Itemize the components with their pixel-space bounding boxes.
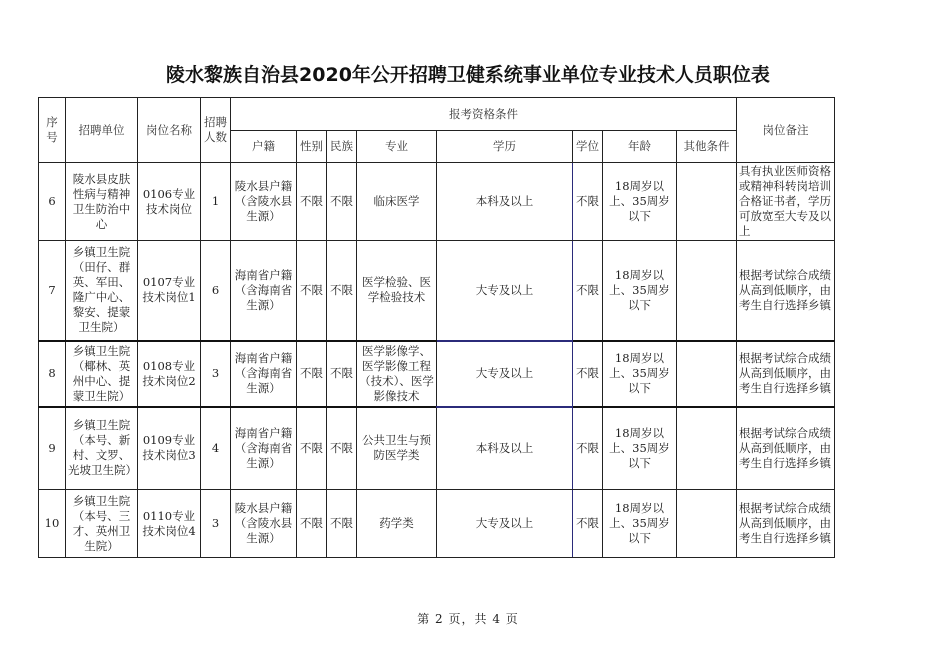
header-unit: 招聘单位	[66, 98, 138, 163]
cell-age: 18周岁以上、35周岁以下	[603, 490, 677, 558]
cell-gender: 不限	[297, 163, 327, 241]
cell-count: 3	[201, 341, 231, 407]
cell-education: 大专及以上	[437, 490, 573, 558]
cell-age: 18周岁以上、35周岁以下	[603, 341, 677, 407]
header-seq: 序号	[39, 98, 66, 163]
header-row-1	[39, 98, 835, 131]
document-title: 陵水黎族自治县2020年公开招聘卫健系统事业单位专业技术人员职位表	[166, 64, 770, 86]
cell-degree: 不限	[573, 341, 603, 407]
cell-degree: 不限	[573, 407, 603, 490]
cell-degree: 不限	[573, 490, 603, 558]
cell-count: 6	[201, 241, 231, 341]
cell-seq: 7	[39, 241, 66, 341]
cell-count: 1	[201, 163, 231, 241]
cell-other	[677, 490, 737, 558]
cell-major: 医学检验、医学检验技术	[357, 241, 437, 341]
cell-hukou: 海南省户籍（含海南省生源）	[231, 241, 297, 341]
cell-unit: 乡镇卫生院（本号、三才、英州卫生院）	[66, 490, 138, 558]
cell-other	[677, 407, 737, 490]
cell-ethnicity: 不限	[327, 163, 357, 241]
header-gender: 性别	[297, 131, 327, 163]
positions-table	[38, 97, 835, 558]
cell-ethnicity: 不限	[327, 407, 357, 490]
cell-hukou: 陵水县户籍（含陵水县生源）	[231, 490, 297, 558]
header-qualifications: 报考资格条件	[231, 98, 737, 131]
cell-education: 本科及以上	[437, 407, 573, 490]
cell-seq: 6	[39, 163, 66, 241]
cell-ethnicity: 不限	[327, 241, 357, 341]
cell-gender: 不限	[297, 241, 327, 341]
cell-remarks: 根据考试综合成绩从高到低顺序，由考生自行选择乡镇	[737, 341, 835, 407]
table-row	[39, 241, 835, 341]
cell-education: 大专及以上	[437, 241, 573, 341]
cell-major: 公共卫生与预防医学类	[357, 407, 437, 490]
cell-seq: 9	[39, 407, 66, 490]
cell-ethnicity: 不限	[327, 490, 357, 558]
cell-position: 0110专业技术岗位4	[138, 490, 201, 558]
cell-hukou: 海南省户籍（含海南省生源）	[231, 407, 297, 490]
page-footer: 第 2 页，共 4 页	[417, 612, 519, 626]
table-row	[39, 407, 835, 490]
header-other: 其他条件	[677, 131, 737, 163]
cell-major: 药学类	[357, 490, 437, 558]
cell-degree: 不限	[573, 163, 603, 241]
cell-gender: 不限	[297, 490, 327, 558]
cell-ethnicity: 不限	[327, 341, 357, 407]
cell-major: 医学影像学、医学影像工程（技术）、医学影像技术	[357, 341, 437, 407]
cell-unit: 乡镇卫生院（田仔、群英、军田、隆广中心、黎安、提蒙卫生院）	[66, 241, 138, 341]
header-hukou: 户籍	[231, 131, 297, 163]
cell-remarks: 根据考试综合成绩从高到低顺序，由考生自行选择乡镇	[737, 241, 835, 341]
cell-unit: 乡镇卫生院（本号、新村、文罗、光坡卫生院）	[66, 407, 138, 490]
cell-position: 0109专业技术岗位3	[138, 407, 201, 490]
cell-other	[677, 163, 737, 241]
cell-remarks: 具有执业医师资格或精神科转岗培训合格证书者，学历可放宽至大专及以上	[737, 163, 835, 241]
cell-other	[677, 241, 737, 341]
cell-gender: 不限	[297, 407, 327, 490]
cell-seq: 8	[39, 341, 66, 407]
header-education: 学历	[437, 131, 573, 163]
cell-other	[677, 341, 737, 407]
table-row	[39, 490, 835, 558]
cell-education: 本科及以上	[437, 163, 573, 241]
cell-position: 0107专业技术岗位1	[138, 241, 201, 341]
cell-count: 3	[201, 490, 231, 558]
cell-remarks: 根据考试综合成绩从高到低顺序，由考生自行选择乡镇	[737, 407, 835, 490]
cell-age: 18周岁以上、35周岁以下	[603, 407, 677, 490]
cell-position: 0106专业技术岗位	[138, 163, 201, 241]
cell-seq: 10	[39, 490, 66, 558]
header-count: 招聘人数	[201, 98, 231, 163]
table-row	[39, 341, 835, 407]
header-age: 年龄	[603, 131, 677, 163]
header-remarks: 岗位备注	[737, 98, 835, 163]
cell-age: 18周岁以上、35周岁以下	[603, 241, 677, 341]
cell-count: 4	[201, 407, 231, 490]
cell-position: 0108专业技术岗位2	[138, 341, 201, 407]
cell-remarks: 根据考试综合成绩从高到低顺序，由考生自行选择乡镇	[737, 490, 835, 558]
cell-education: 大专及以上	[437, 341, 573, 407]
header-position: 岗位名称	[138, 98, 201, 163]
cell-hukou: 海南省户籍（含海南省生源）	[231, 341, 297, 407]
header-major: 专业	[357, 131, 437, 163]
cell-gender: 不限	[297, 341, 327, 407]
cell-degree: 不限	[573, 241, 603, 341]
header-degree: 学位	[573, 131, 603, 163]
cell-unit: 陵水县皮肤性病与精神卫生防治中心	[66, 163, 138, 241]
cell-age: 18周岁以上、35周岁以下	[603, 163, 677, 241]
cell-major: 临床医学	[357, 163, 437, 241]
cell-hukou: 陵水县户籍（含陵水县生源）	[231, 163, 297, 241]
header-ethnicity: 民族	[327, 131, 357, 163]
cell-unit: 乡镇卫生院（椰林、英州中心、提蒙卫生院）	[66, 341, 138, 407]
table-row	[39, 163, 835, 241]
